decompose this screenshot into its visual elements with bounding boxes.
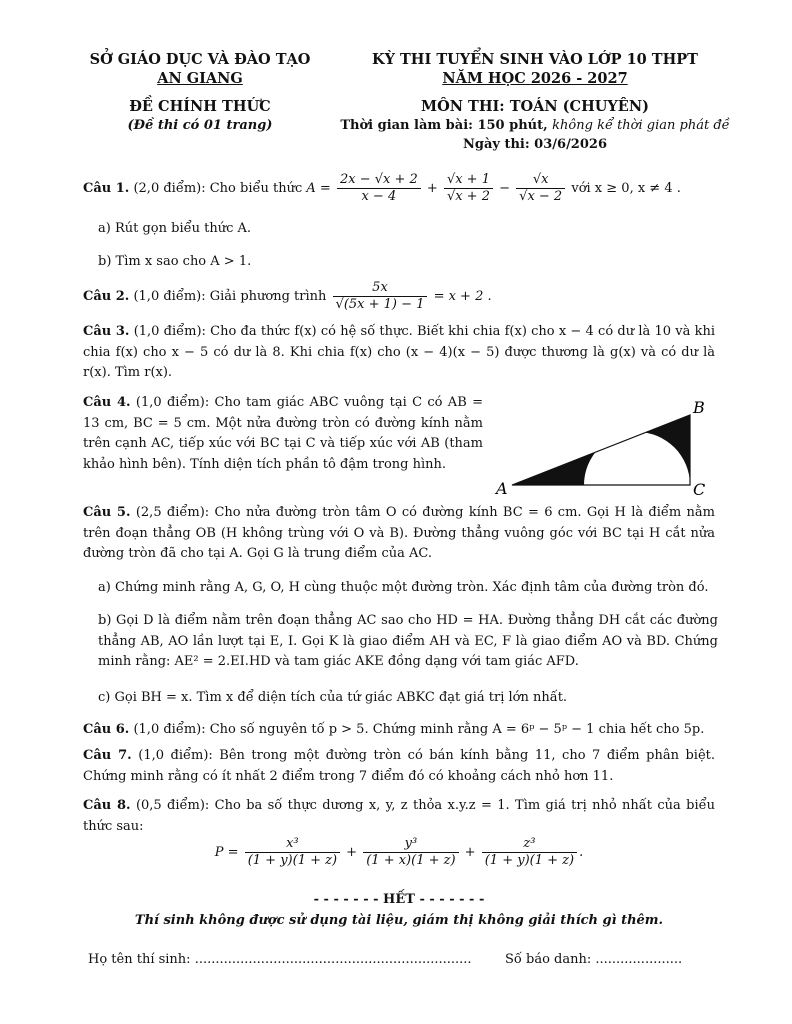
question-8	[83, 796, 715, 837]
fraction-3	[482, 836, 577, 869]
question-label: Câu 1.	[83, 181, 130, 196]
fraction-numerator: z³	[482, 836, 577, 853]
time-limit	[335, 116, 735, 135]
subject-title: MÔN THI: TOÁN (CHUYÊN)	[421, 98, 649, 115]
province-name: AN GIANG	[157, 70, 243, 87]
header-left	[70, 50, 330, 135]
question-label: Câu 8.	[83, 798, 131, 813]
point-b-label: B	[693, 398, 705, 417]
math-end: .	[579, 845, 584, 860]
fraction-denominator: (1 + x)(1 + z)	[366, 853, 456, 868]
question-text: (1,0 điểm): Giải phương trình	[133, 289, 327, 304]
fraction-numerator: √x	[516, 172, 565, 189]
question-label: Câu 4.	[83, 395, 131, 410]
fraction-3	[516, 172, 565, 205]
fraction-denominator: x − 4	[361, 189, 397, 204]
question-6	[83, 720, 715, 741]
math-lhs: A =	[306, 181, 331, 196]
fraction-denominator: √x − 2	[519, 189, 563, 204]
point-c-label: C	[693, 480, 706, 499]
question-text: (1,0 điểm): Cho số nguyên tố p > 5. Chứng minh rằng A = 6ᵖ − 5ᵖ − 1 chia hết cho 5p.	[133, 722, 705, 737]
question-text: (0,5 điểm): Cho ba số thực dương x, y, z thỏa x.y.z = 1. Tìm giá trị nhỏ nhất của biểu thức sau:	[83, 798, 715, 834]
question-7	[83, 746, 715, 787]
question-5a: a) Chứng minh rằng A, G, O, H cùng thuộc một đường tròn. Xác định tâm của đường tròn đó.	[98, 580, 709, 595]
fraction-2	[363, 836, 458, 869]
question-5b: b) Gọi D là điểm nằm trên đoạn thẳng AC sao cho HD = HA. Đường thẳng DH cắt các đường thẳng AB, AO lần lượt tại E, I. Gọi K là giao điểm AH và EC, F là giao điểm AO và BD. Chứng minh rằng: AE² = 2.EI.HD và tam giác AKE đồng dạng với tam giác AFD.	[98, 613, 718, 669]
fraction-2	[444, 172, 493, 205]
question-text: (1,0 điểm): Bên trong một đường tròn có bán kính bằng 11, cho 7 điểm phân biệt. Chứng minh rằng có ít nhất 2 điểm trong 7 điểm đó có khoảng cách nhỏ hơn 11.	[83, 748, 716, 784]
question-1: Câu 1. (2,0 điểm): Cho biểu thức A = $\frac{2x - √x + 2}{x - 4}$ + $\frac{√x + 1}{√x + 2}$ − $\frac{√x}{√x - 2}$ với x ≥ 0, x ≠ 4 .	[83, 172, 681, 204]
page-count-note: (Đề thi có 01 trang)	[127, 118, 273, 133]
fraction-numerator: x³	[245, 836, 340, 853]
school-year: NĂM HỌC 2026 - 2027	[442, 70, 628, 87]
question-1b: b) Tìm x sao cho A > 1.	[98, 254, 252, 269]
question-text: (2,0 điểm): Cho biểu thức	[133, 181, 303, 196]
question-3	[83, 322, 715, 384]
math-rhs: = x + 2 .	[433, 289, 492, 304]
exam-title: KỲ THI TUYỂN SINH VÀO LỚP 10 THPT	[372, 51, 698, 68]
fraction	[333, 280, 428, 313]
fraction-denominator: (1 + y)(1 + z)	[484, 853, 575, 868]
exam-date: Ngày thi: 03/6/2026	[462, 137, 607, 152]
fraction-numerator: 2x − √x + 2	[337, 172, 421, 189]
triangle-figure	[490, 393, 720, 503]
fraction-denominator: √x + 2	[446, 189, 490, 204]
question-1a: a) Rút gọn biểu thức A.	[98, 221, 252, 236]
fraction-denominator: (1 + y)(1 + z)	[247, 853, 338, 868]
question-text: (1,0 điểm): Cho tam giác ABC vuông tại C có AB = 13 cm, BC = 5 cm. Một nửa đường tròn có đường kính nằm trên cạnh AC, tiếp xúc với BC tại C và tiếp xúc với AB (tham khảo hình bên). Tính diện tích phần tô đậm trong hình.	[83, 395, 483, 472]
fraction-denominator: √(5x + 1) − 1	[335, 297, 425, 312]
fraction-1	[337, 172, 421, 205]
point-a-label: A	[496, 479, 508, 498]
question-2	[83, 280, 715, 314]
time-limit-main: Thời gian làm bài: 150 phút,	[340, 118, 553, 133]
end-mark: - - - - - - - HẾT - - - - - - -	[313, 892, 485, 907]
question-4	[83, 393, 483, 475]
candidate-name-field: Họ tên thí sinh: ...................................................................	[88, 952, 472, 967]
fraction-numerator: √x + 1	[444, 172, 493, 189]
question-label: Câu 2.	[83, 289, 130, 304]
official-exam-label: ĐỀ CHÍNH THỨC	[129, 98, 271, 115]
fraction-1	[245, 836, 340, 869]
time-limit-note: không kể thời gian phát đề	[552, 118, 730, 133]
department-name: SỞ GIÁO DỤC VÀ ĐÀO TẠO	[89, 51, 311, 68]
math-lhs: P =	[214, 845, 239, 860]
question-label: Câu 3.	[83, 324, 130, 339]
fraction-numerator: 5x	[333, 280, 428, 297]
question-text: (1,0 điểm): Cho đa thức f(x) có hệ số thực. Biết khi chia f(x) cho x − 4 có dư là 10 và khi chia f(x) cho x − 5 có dư là 8. Khi chia f(x) cho (x − 4)(x − 5) được thương là g(x) và có dư là r(x). Tìm r(x).	[83, 324, 716, 380]
header-right	[335, 50, 735, 154]
question-text: (2,5 điểm): Cho nửa đường tròn tâm O có đường kính BC = 6 cm. Gọi H là điểm nằm trên đoạn thẳng OB (H không trùng với O và B). Đường thẳng vuông góc với BC tại H cắt nửa đường tròn đã cho tại A. Gọi G là trung điểm của AC.	[83, 505, 715, 561]
question-label: Câu 5.	[83, 505, 131, 520]
question-label: Câu 6.	[83, 722, 130, 737]
math-condition: với x ≥ 0, x ≠ 4 .	[571, 181, 681, 196]
exam-note: Thí sinh không được sử dụng tài liệu, giám thị không giải thích gì thêm.	[134, 913, 664, 928]
q8-expression: P = $\frac{\text{x³}}{(1 + y)(1 + z)}$ + $\frac{\text{y³}}{(1 + x)(1 + z)}$ + $\frac{\text{z³}}{(1 + y)(1 + z)}$ .	[214, 836, 584, 868]
question-5c: c) Gọi BH = x. Tìm x để diện tích của tứ giác ABKC đạt giá trị lớn nhất.	[98, 690, 568, 705]
fraction-numerator: y³	[363, 836, 458, 853]
candidate-id-field: Số báo danh: .....................	[505, 952, 683, 967]
question-5	[83, 503, 715, 565]
question-label: Câu 7.	[83, 748, 132, 763]
